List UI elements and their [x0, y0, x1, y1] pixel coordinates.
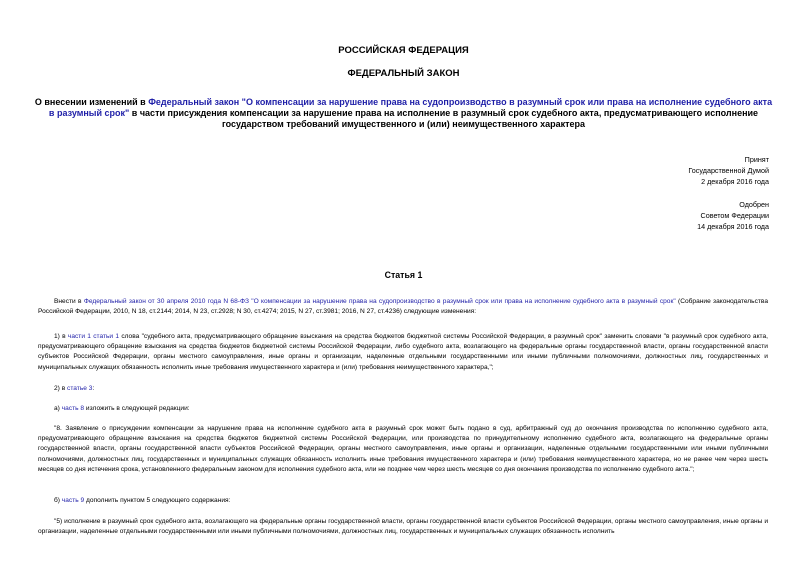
item-2a-prefix: а) [54, 405, 62, 412]
quote-point-5 [38, 517, 768, 537]
item-2b [38, 496, 768, 506]
accepted-block [509, 154, 769, 187]
article-intro [38, 297, 768, 317]
approved-line-3: 14 декабря 2016 года [697, 222, 769, 231]
law-title-link[interactable]: Федеральный закон "О компенсации за нарушение права на судопроизводство в разумный срок или права на исполнение судебного акта в разумный срок" [48, 97, 773, 118]
item-2 [38, 384, 768, 394]
item-2-suffix: : [92, 385, 95, 392]
accepted-line-2: Государственной Думой [688, 166, 769, 175]
accepted-line-1: Принят [744, 155, 769, 164]
article-heading: Статья 1 [384, 270, 423, 280]
approved-block [509, 199, 769, 232]
law-title [34, 97, 773, 130]
intro-prefix: Внести в [54, 298, 84, 305]
law-title-prefix: О внесении изменений в [34, 97, 149, 107]
item-2b-prefix: б) [54, 497, 62, 504]
quote-part-8-text: "8. Заявление о присуждении компенсации за нарушение права на исполнение судебного акта в разумный срок может быть подано в суд, арбитражный суд до окончания производства по исполнению судебного акта, предусматривающего обращение взыскания на средства бюджетов бюджетной системы Российской Федерации, или производства по принудительному исполнению судебного акта, возлагающего на федеральные органы государственной власти, органы государственной власти субъектов Российской Федерации, органы местного самоуправления, иные органы и организации, наделенные отдельными государственными или иными публичными полномочиями, должностных лиц, государственных и муниципальных служащих обязанность исполнить иные требования имущественного характера и (или) требования неимущественного характера, но не ранее чем через шесть месяцев со дня истечения срока, установленного федеральным законом для исполнения судебного акта, или не позднее чем через шесть месяцев со дня окончания производства по исполнению судебного акта."; [38, 425, 768, 473]
item-1 [38, 332, 768, 373]
law-title-suffix: в части присуждения компенсации за нарушение права на исполнение в разумный срок судебного акта, предусматривающего исполнение государством требований имущественного и (или) неимущественного характера [129, 108, 759, 129]
item-2a [38, 404, 768, 414]
item-2b-suffix: дополнить пунктом 5 следующего содержания: [84, 497, 231, 504]
quote-point-5-text: "5) исполнение в разумный срок судебного акта, возлагающего на федеральные органы государственной власти, органы государственной власти субъектов Российской Федерации, органы местного самоуправления, иные органы и организации, наделенные отдельными государственными или иными публичными полномочиями, должностных лиц, государственных и муниципальных служащих обязанность исполнить [38, 518, 768, 536]
item-2-prefix: 2) в [54, 385, 68, 392]
accepted-line-3: 2 декабря 2016 года [701, 177, 769, 186]
item-1-link[interactable]: части 1 статьи 1 [67, 333, 120, 340]
approved-line-1: Одобрен [739, 200, 769, 209]
approved-line-2: Советом Федерации [700, 211, 769, 220]
item-2a-link[interactable]: часть 8 [61, 405, 85, 412]
item-1-suffix: слова "судебного акта, предусматривающего обращение взыскания на средства бюджетов бюджетной системы Российской Федерации, в разумный срок" заменить словами "в разумный срок судебного акта, предусматривающего обращение взыскания на средства бюджетов бюджетной системы Российской Федерации, либо судебного акта, возлагающего на федеральные органы государственной власти, органы государственной власти субъектов Российской Федерации, органы местного самоуправления, иные органы и организации, наделенные отдельными государственными или иными публичными полномочиями, должностных лиц, государственных и муниципальных служащих обязанность исполнить иные требования имущественного характера и (или) требования неимущественного характера,"; [38, 333, 769, 371]
law-type-heading: ФЕДЕРАЛЬНЫЙ ЗАКОН [347, 68, 460, 79]
item-1-prefix: 1) в [54, 333, 68, 340]
item-2a-suffix: изложить в следующей редакции: [84, 405, 190, 412]
item-2b-link[interactable]: часть 9 [61, 497, 85, 504]
item-2-link[interactable]: статье 3 [67, 385, 93, 392]
intro-law-link[interactable]: Федеральный закон от 30 апреля 2010 года N 68-ФЗ "О компенсации за нарушение права на судопроизводство в разумный срок или права на исполнение судебного акта в разумный срок" [83, 298, 676, 305]
country-heading: РОССИЙСКАЯ ФЕДЕРАЦИЯ [338, 45, 469, 56]
intro-suffix: (Собрание законодательства Российской Федерации, 2010, N 18, ст.2144; 2014, N 23, ст.2928; N 30, ст.4274; 2015, N 27, ст.3981; 2016, N 27, ст.4236) следующие изменения: [38, 298, 768, 316]
quote-part-8 [38, 424, 768, 475]
